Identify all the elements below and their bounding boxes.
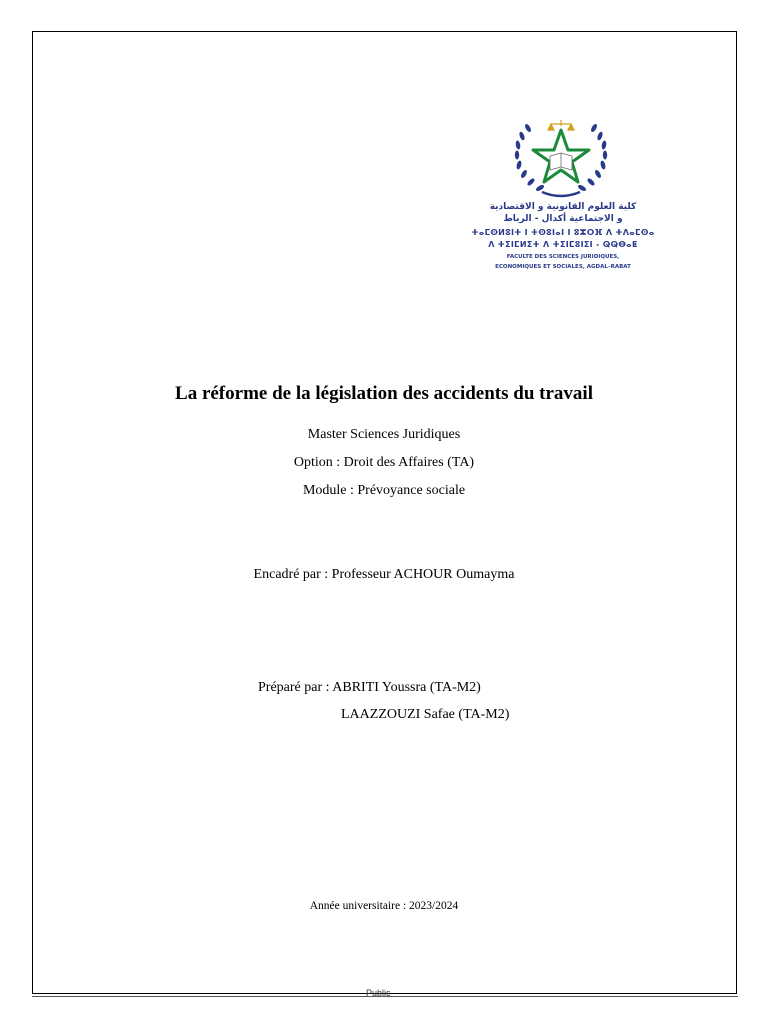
logo-french-line-1: FACULTE DES SCIENCES JURIDIQUES, [506, 254, 620, 260]
academic-year-line: Année universitaire : 2023/2024 [309, 900, 459, 912]
supervisor-line: Encadré par : Professeur ACHOUR Oumayma [253, 567, 515, 582]
faculty-emblem-icon [506, 110, 616, 200]
logo-french-line-2: ECONOMIQUES ET SOCIALES, AGDAL–RABAT [495, 264, 631, 270]
document-title: La réforme de la législation des accidents du travail [175, 383, 593, 404]
classification-label: Public [366, 988, 391, 998]
logo-tifinagh-line-1: ⵜⴰⵎⵙⵍⵓⵏⵜ ⵏ ⵜⵙⵓⵏⴰⵏ ⵏ ⵓⵣⵔⴼ ⴷ ⵜⴷⴰⵎⵙⴰ [471, 228, 655, 237]
prepared-by-line-1: Préparé par : ABRITI Youssra (TA-M2) [258, 680, 481, 695]
faculty-logo [470, 110, 656, 280]
logo-tifinagh-line-2: ⴷ ⵜⵉⵏⵎⵍⵉⵜ ⴷ ⵜⵉⵏⵎⵓⵏⵉⵏ - ⵕⵕⴱⴰⵟ [488, 240, 638, 249]
program-line: Master Sciences Juridiques [307, 427, 461, 442]
logo-arabic-line-1: كلية العلوم القانونية و الاقتصادية [489, 202, 637, 212]
option-line: Option : Droit des Affaires (TA) [293, 455, 475, 470]
module-line: Module : Prévoyance sociale [302, 483, 466, 498]
logo-arabic-line-2: و الاجتماعية أكدال - الرباط [503, 214, 623, 224]
prepared-by-line-2: LAAZZOUZI Safae (TA-M2) [341, 707, 510, 722]
